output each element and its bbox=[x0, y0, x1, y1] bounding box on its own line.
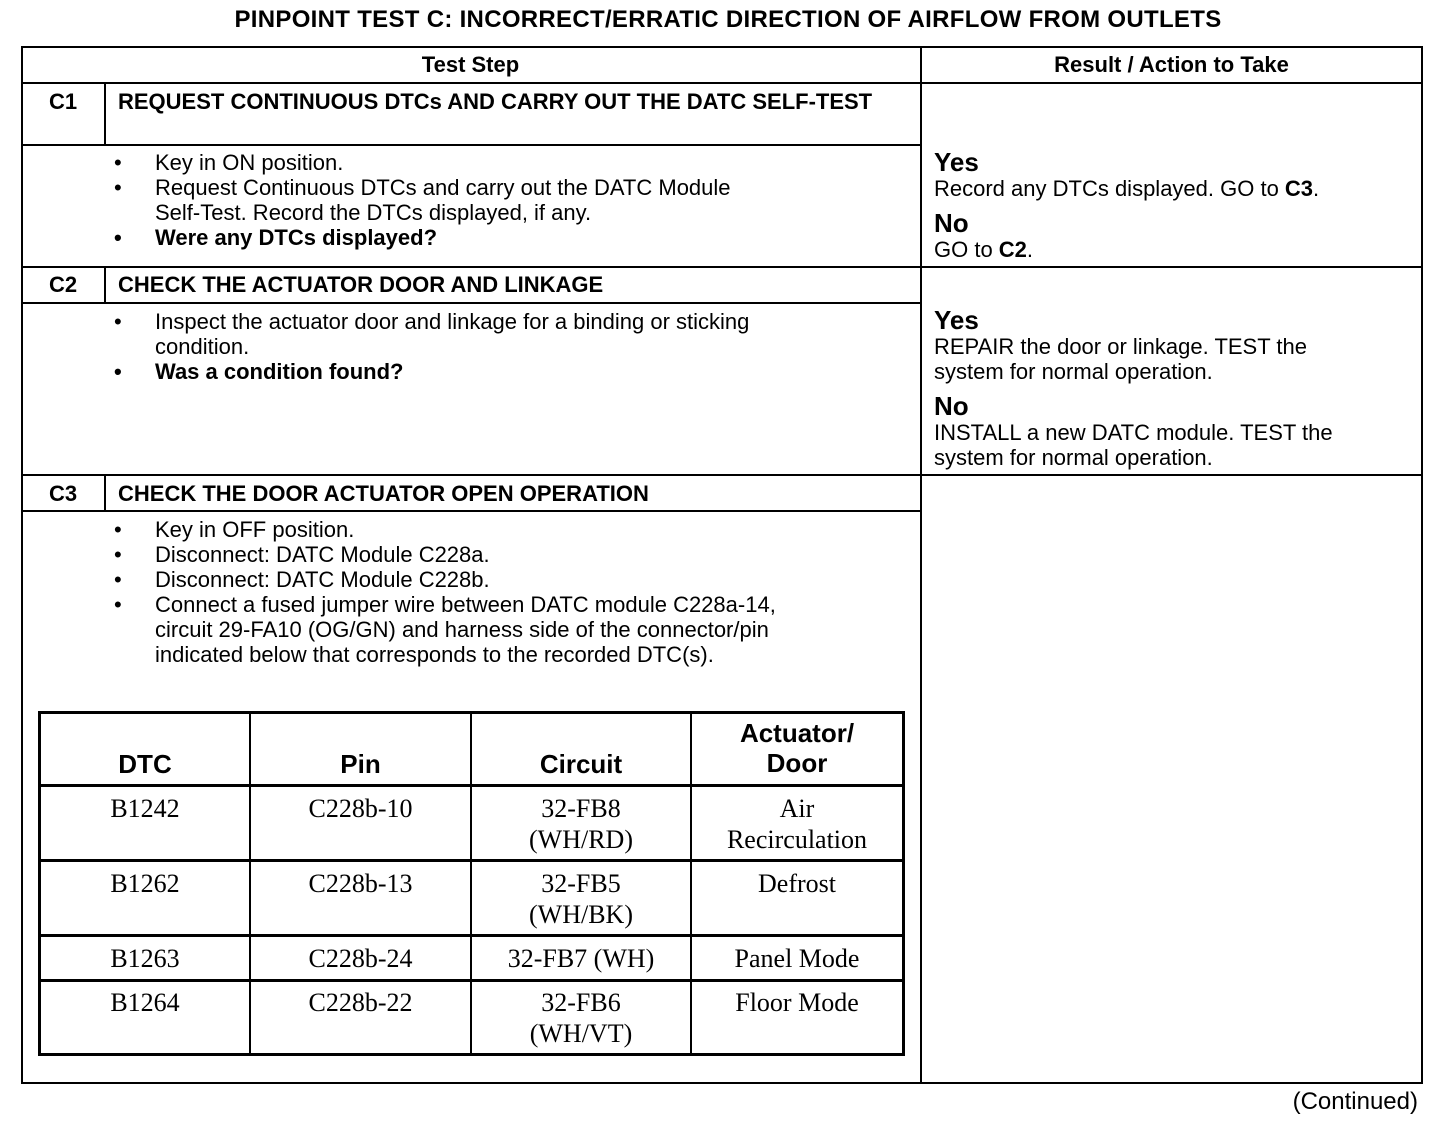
list-item-continuation: circuit 29-FA10 (OG/GN) and harness side of the connector/pin bbox=[155, 617, 769, 642]
dtc-header-pin: Pin bbox=[340, 749, 381, 779]
cell-line: Recirculation bbox=[726, 825, 868, 854]
row-separator-c2 bbox=[21, 266, 1423, 268]
c1-title-separator bbox=[21, 144, 922, 146]
step-bullets-c2 bbox=[114, 309, 749, 384]
dtc-row-divider bbox=[38, 784, 905, 787]
list-item: • Disconnect: DATC Module C228b. bbox=[114, 567, 776, 592]
cell-line: 32-FB6 bbox=[541, 988, 621, 1017]
cell-line: Air bbox=[779, 794, 815, 823]
dtc-row-divider bbox=[38, 859, 905, 862]
table-cell: C228b-13 bbox=[308, 869, 413, 898]
list-item: • Connect a fused jumper wire between DATC module C228a-14, bbox=[114, 592, 776, 617]
result-c2 bbox=[934, 306, 1333, 470]
table-top-border bbox=[21, 46, 1423, 48]
list-item: • Key in ON position. bbox=[114, 150, 731, 175]
dtc-header-actuator-line: Door bbox=[766, 748, 828, 778]
cell-line: (WH/BK) bbox=[529, 900, 633, 929]
no-label: No bbox=[934, 391, 969, 421]
result-c1: Yes Record any DTCs displayed. GO to C3. No GO to C2. bbox=[934, 147, 1320, 262]
yes-text-line: system for normal operation. bbox=[934, 359, 1213, 384]
table-cell: 32-FB7 (WH) bbox=[507, 944, 655, 973]
table-cell: Floor Mode bbox=[735, 988, 859, 1017]
header-result: Result / Action to Take bbox=[1054, 52, 1289, 77]
column-divider bbox=[920, 46, 922, 1084]
list-item bbox=[114, 334, 749, 359]
cell-line: (WH/VT) bbox=[529, 1019, 633, 1048]
table-cell bbox=[692, 793, 902, 855]
list-item: • Key in OFF position. bbox=[114, 517, 776, 542]
table-cell bbox=[472, 793, 690, 855]
table-cell bbox=[472, 868, 690, 930]
list-item bbox=[114, 200, 731, 225]
step-bullets-c3 bbox=[114, 517, 776, 667]
yes-label: Yes bbox=[934, 305, 979, 335]
cell-line: 32-FB5 bbox=[541, 869, 621, 898]
step-id-c1: C1 bbox=[48, 89, 78, 114]
list-item-continuation: condition. bbox=[155, 334, 250, 359]
table-cell: Defrost bbox=[758, 869, 836, 898]
list-item: • Request Continuous DTCs and carry out the DATC Module bbox=[114, 175, 731, 200]
table-cell: Panel Mode bbox=[734, 944, 860, 973]
list-item: • Disconnect: DATC Module C228a. bbox=[114, 542, 776, 567]
list-item-continuation: indicated below that corresponds to the recorded DTC(s). bbox=[155, 642, 714, 667]
c3-title-separator bbox=[21, 510, 922, 512]
step-title-c3: CHECK THE DOOR ACTUATOR OPEN OPERATION bbox=[118, 481, 649, 506]
step-id-c3: C3 bbox=[48, 481, 78, 506]
list-item-continuation: Self-Test. Record the DTCs displayed, if any. bbox=[155, 200, 592, 225]
list-item: • Were any DTCs displayed? bbox=[114, 225, 731, 250]
table-cell: C228b-10 bbox=[308, 794, 413, 823]
step-title-c2: CHECK THE ACTUATOR DOOR AND LINKAGE bbox=[118, 272, 604, 297]
page-title: PINPOINT TEST C: INCORRECT/ERRATIC DIRECTION OF AIRFLOW FROM OUTLETS bbox=[234, 6, 1222, 33]
row-separator-c3 bbox=[21, 474, 1423, 476]
yes-text: Record any DTCs displayed. GO to bbox=[934, 176, 1285, 201]
table-bottom-border bbox=[21, 1082, 1423, 1084]
c2-title-separator bbox=[21, 302, 922, 304]
dtc-table-border-right bbox=[902, 711, 905, 1056]
no-text-line: INSTALL a new DATC module. TEST the bbox=[934, 420, 1333, 445]
yes-ref: C3 bbox=[1284, 176, 1314, 201]
yes-label: Yes bbox=[934, 147, 979, 177]
cell-line: 32-FB8 bbox=[541, 794, 621, 823]
table-left-border bbox=[21, 46, 23, 1084]
header-bottom-border bbox=[21, 82, 1423, 84]
table-cell: C228b-22 bbox=[308, 988, 413, 1017]
table-cell: B1262 bbox=[110, 869, 180, 898]
table-right-border bbox=[1421, 46, 1423, 1084]
no-text-line: system for normal operation. bbox=[934, 445, 1213, 470]
dtc-header-dtc: DTC bbox=[118, 749, 172, 779]
list-item: • Was a condition found? bbox=[114, 359, 749, 384]
dtc-header-actuator-line: Actuator/ bbox=[739, 718, 855, 748]
header-test-step: Test Step bbox=[421, 52, 520, 77]
yes-text-line: REPAIR the door or linkage. TEST the bbox=[934, 334, 1307, 359]
no-ref: C2 bbox=[998, 237, 1027, 262]
step-bullets-c1 bbox=[114, 150, 731, 250]
table-cell bbox=[472, 987, 690, 1049]
step-title-c1: REQUEST CONTINUOUS DTCs AND CARRY OUT THE DATC SELF-TEST bbox=[118, 89, 873, 114]
table-cell: B1264 bbox=[110, 988, 180, 1017]
dtc-header-circuit: Circuit bbox=[539, 749, 623, 779]
no-label: No bbox=[934, 208, 969, 238]
table-cell: B1263 bbox=[110, 944, 180, 973]
list-item bbox=[114, 642, 776, 667]
table-cell: B1242 bbox=[110, 794, 180, 823]
continued-note: (Continued) bbox=[1292, 1088, 1418, 1115]
step-id-c2: C2 bbox=[48, 272, 78, 297]
dtc-header-actuator bbox=[692, 718, 902, 778]
cell-line: (WH/RD) bbox=[529, 825, 633, 854]
dtc-row-divider bbox=[38, 934, 905, 937]
list-item: • Inspect the actuator door and linkage for a binding or sticking bbox=[114, 309, 749, 334]
list-item bbox=[114, 617, 776, 642]
table-cell: C228b-24 bbox=[308, 944, 413, 973]
dtc-row-divider bbox=[38, 979, 905, 982]
no-text: GO to bbox=[934, 237, 999, 262]
